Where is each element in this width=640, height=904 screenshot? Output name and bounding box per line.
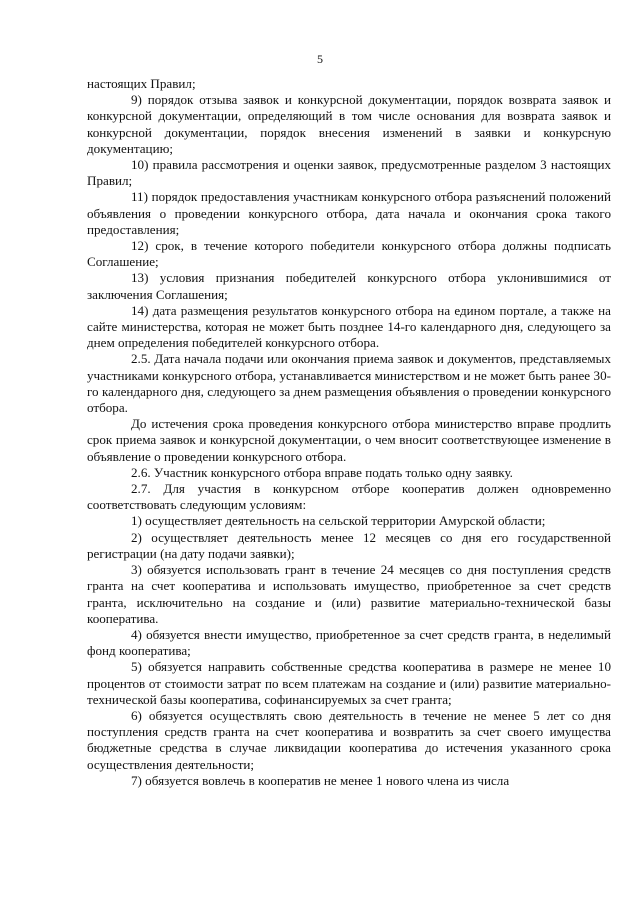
paragraph: 2) осуществляет деятельность менее 12 месяцев со дня его государственной регистрации (на дату подачи заявки); [87, 529, 611, 561]
paragraph: 10) правила рассмотрения и оценки заявок, предусмотренные разделом 3 настоящих Правил; [87, 157, 611, 189]
paragraph: 13) условия признания победителей конкурсного отбора уклонившимися от заключения Соглашения; [87, 270, 611, 302]
paragraph: 2.7. Для участия в конкурсном отборе кооператив должен одновременно соответствовать следующим условиям: [87, 481, 611, 513]
paragraph: 14) дата размещения результатов конкурсного отбора на едином портале, а также на сайте министерства, которая не может быть позднее 14-го календарного дня, следующего за днем определения победителей конкурсного отбора. [87, 302, 611, 351]
paragraph: 9) порядок отзыва заявок и конкурсной документации, порядок возврата заявок и конкурсной документации, определяющий в том числе основания для возврата заявок и конкурсной документации, порядок внесения изменений в заявки и конкурсную документацию; [87, 92, 611, 156]
paragraph: 3) обязуется использовать грант в течение 24 месяцев со дня поступления средств гранта на счет кооператива и использовать имущество, приобретенное за счет средств гранта, исключительно на создание и (или) развитие материально-технической базы кооператива. [87, 562, 611, 626]
paragraph: 4) обязуется внести имущество, приобретенное за счет средств гранта, в неделимый фонд кооператива; [87, 626, 611, 659]
paragraph: 7) обязуется вовлечь в кооператив не менее 1 нового члена из числа [131, 772, 510, 788]
paragraph: 5) обязуется направить собственные средства кооператива в размере не менее 10 процентов от стоимости затрат по всем платежам на создание и (или) развитие материально-технической базы кооператива, софинансируемых за счет гранта; [87, 659, 611, 707]
paragraph: настоящих Правил; [87, 76, 196, 91]
paragraph: 2.6. Участник конкурсного отбора вправе подать только одну заявку. [131, 464, 513, 480]
document-body [87, 76, 611, 789]
paragraph: 11) порядок предоставления участникам конкурсного отбора разъяснений положений объявления о проведении конкурсного отбора, дата начала и окончания срока такого предоставления; [87, 189, 611, 237]
paragraph: 1) осуществляет деятельность на сельской территории Амурской области; [131, 513, 546, 529]
paragraph: 12) срок, в течение которого победители конкурсного отбора должны подписать Соглашение; [87, 238, 611, 270]
paragraph: 2.5. Дата начала подачи или окончания приема заявок и документов, представляемых участниками конкурсного отбора, устанавливается министерством и не может быть ранее 30-го календарного дня, следующего за днем размещения объявления о проведении конкурсного отбора. [87, 351, 611, 416]
paragraph: До истечения срока проведения конкурсного отбора министерство вправе продлить срок приема заявок и конкурсной документации, о чем вносит соответствующее изменение в объявление о проведении конкурсного отбора. [87, 416, 611, 464]
paragraph: 6) обязуется осуществлять свою деятельность в течение не менее 5 лет со дня поступления средств гранта на счет кооператива и возвратить за счет своего имущества бюджетные средства в случае ликвидации кооператива до истечения указанного срока осуществления деятельности; [87, 707, 611, 772]
page-number: 5 [317, 52, 323, 66]
